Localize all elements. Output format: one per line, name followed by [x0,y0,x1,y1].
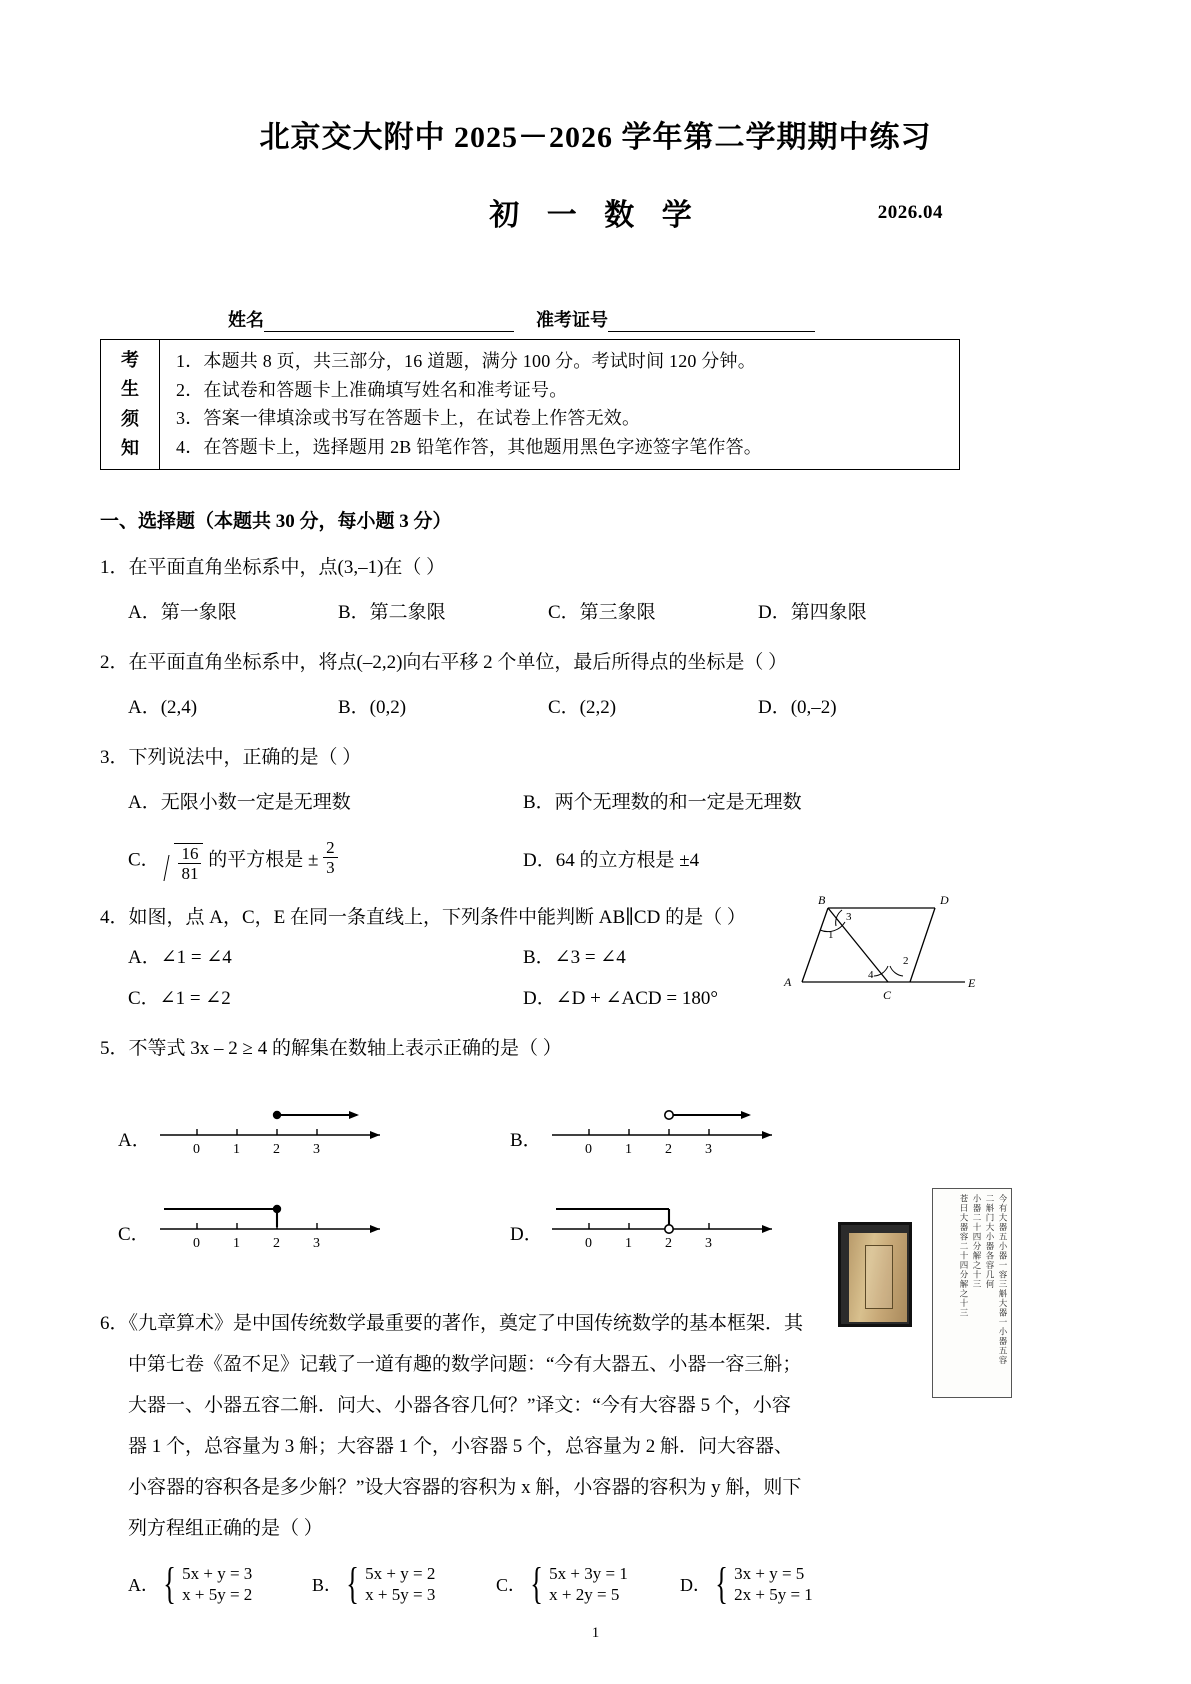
tick-0: 0 [585,1142,592,1158]
subject-row [0,190,1191,234]
figure-label-B: B [818,893,826,907]
notice-side-label [101,340,160,469]
tick-3: 3 [705,1236,712,1252]
tick-1: 1 [625,1142,632,1158]
question-5-option-a[interactable] [118,1091,402,1163]
question-3-text: 下列说法中，正确的是（ ） [128,746,362,768]
tick-2: 2 [665,1142,672,1158]
numberline-c [152,1185,402,1257]
question-6-option-a[interactable] [128,1559,312,1609]
question-4-options-row2 [100,984,1191,1013]
question-6-option-d-label: D． [680,1575,711,1596]
figure-angle-4: 4 [868,969,874,981]
fraction-denominator: 81 [181,864,199,884]
colophon-col-2: 二斛门大小器各容几何 [985,1194,995,1289]
section-heading-choice: 一、选择题（本题共 30 分，每小题 3 分） [100,511,452,532]
question-3-options-row2 [100,838,1191,884]
question-6-text-3: 大器一、小器五容二斛．问大、小器各容几何？”译文：“今有大容器 5 个，小容 [128,1395,791,1417]
question-4 [100,903,1191,1013]
ticket-input-blank[interactable] [608,314,815,332]
question-1-text: 在平面直角坐标系中，点(3,–1)在（ ） [128,557,446,578]
question-6-option-a-label: A． [128,1575,159,1596]
figure-angle-2: 2 [903,955,909,967]
question-6-eq-c-line2: x + 2y = 5 [549,1585,620,1605]
question-4-text: 如图，点 A，C，E 在同一条直线上，下列条件中能判断 AB∥CD 的是（ ） [128,907,746,929]
candidate-notice-box [100,339,960,470]
question-5 [100,1034,1191,1063]
tick-3: 3 [313,1142,320,1158]
ticket-label: 准考证号 [536,310,608,330]
notice-lines [160,340,959,469]
question-6-text-5: 小容器的容积各是多少斛？”设大容器的容积为 x 斛，小容器的容积为 y 斛，则下 [128,1477,802,1499]
tick-0: 0 [585,1236,592,1252]
brace-icon: { [346,1559,359,1609]
notice-line-4: 4．在答题卡上，选择题用 2B 铅笔作答，其他题用黑色字迹签字笔作答。 [176,436,763,457]
question-4-stem [100,903,1191,932]
subject-title: 初 一 数 学 [489,199,702,232]
question-6-number: 6． [100,1313,129,1335]
question-6-eq-a-line1: 5x + y = 3 [182,1564,253,1584]
question-6-eq-c [549,1563,628,1605]
question-4-figure [770,886,985,1001]
figure-label-A: A [784,975,792,989]
question-2-option-c[interactable]: C．(2,2) [548,697,617,719]
question-4-option-a[interactable]: A．∠1 = ∠4 [128,946,232,968]
question-5-option-c[interactable] [118,1185,402,1257]
question-5-option-c-label: C． [118,1223,150,1245]
fraction-16-81 [178,844,201,883]
question-1-number: 1． [100,557,129,578]
question-4-number: 4． [100,907,129,929]
notice-line-3: 3．答案一律填涂或书写在答题卡上，在试卷上作答无效。 [176,408,641,428]
question-2-option-a[interactable]: A．(2,4) [128,697,198,719]
question-6-eq-a [182,1563,252,1605]
question-6-eq-d [734,1563,813,1605]
notice-line-1: 1．本题共 8 页，共三部分，16 道题，满分 100 分。考试时间 120 分钟。 [176,351,756,371]
tick-3: 3 [705,1142,712,1158]
question-6-option-d[interactable] [680,1559,864,1609]
figure-label-D: D [940,893,949,907]
name-input-blank[interactable] [264,314,514,332]
question-6-option-c[interactable] [496,1559,680,1609]
colophon-panel [932,1188,1012,1398]
numberline-a [152,1091,402,1163]
tick-2: 2 [273,1236,280,1252]
tick-3: 3 [313,1236,320,1252]
fraction-numerator: 16 [178,844,201,864]
question-4-options-row1 [100,943,1191,972]
page-number: 1 [591,1625,600,1641]
tick-1: 1 [625,1236,632,1252]
question-3-number: 3． [100,746,129,768]
book-cover [849,1233,907,1322]
notice-line-2: 2．在试卷和答题卡上准确填写姓名和准考证号。 [176,379,568,400]
colophon-col-1: 今有大器五小器一容三斛大器一小器五容 [998,1194,1008,1365]
fraction-2-3 [323,838,338,877]
question-1-option-d[interactable]: D．第四象限 [758,602,867,624]
question-3-option-c[interactable] [128,838,523,884]
sqrt-icon [164,843,203,883]
question-4-option-d[interactable]: D．∠D + ∠ACD = 180° [523,988,718,1010]
question-6-line-1 [100,1303,820,1344]
name-label: 姓名 [228,310,264,330]
tick-0: 0 [193,1236,200,1252]
question-3-option-a[interactable]: A．无限小数一定是无理数 [128,792,351,814]
page-title: 北京交大附中 2025－2026 学年第二学期期中练习 [259,121,932,154]
question-1-stem [100,553,1191,582]
question-2-number: 2． [100,651,129,673]
question-5-stem [100,1034,1191,1063]
question-6-option-b[interactable] [312,1559,496,1609]
question-5-option-b[interactable] [510,1091,794,1163]
identity-row [0,306,1191,332]
question-6-eq-a-line2: x + 5y = 2 [182,1585,253,1605]
numberline-b [544,1091,794,1163]
question-1 [100,553,1191,628]
brace-icon: { [163,1559,176,1609]
question-6-eq-b [365,1563,435,1605]
question-2-option-d[interactable]: D．(0,–2) [758,697,837,719]
question-6-option-c-label: C． [496,1575,527,1596]
question-6-eq-b-line1: 5x + y = 2 [365,1564,436,1584]
colophon-col-4: 苍曰大器容二十四分解之十三 [959,1194,969,1318]
question-4-option-b[interactable]: B．∠3 = ∠4 [523,946,626,968]
question-5-option-d-label: D． [510,1223,543,1245]
tick-0: 0 [193,1142,200,1158]
question-6-options [100,1559,1191,1609]
numberline-d [544,1185,794,1257]
question-6-eq-d-line1: 3x + y = 5 [734,1564,805,1584]
brace-icon: { [530,1559,543,1609]
question-5-option-d[interactable] [510,1185,794,1257]
figure-angle-3: 3 [846,911,852,923]
question-5-number: 5． [100,1037,129,1059]
question-6-eq-b-line2: x + 5y = 3 [365,1585,436,1605]
question-6-text-6: 列方程组正确的是（ ） [128,1518,323,1540]
question-6 [100,1303,820,1549]
fraction2-numerator: 2 [323,838,338,858]
colophon-col-3: 小器二十四分解之十三 [972,1194,982,1289]
ancient-book-photo [838,1222,912,1327]
tick-1: 1 [233,1236,240,1252]
exam-date: 2026.04 [877,202,943,223]
tick-2: 2 [665,1236,672,1252]
question-6-option-b-label: B． [312,1575,343,1596]
question-3 [100,743,1191,884]
notice-char-1: 生 [121,379,139,400]
question-2-stem [100,648,1191,677]
question-3-option-d[interactable]: D．64 的立方根是 ±4 [523,849,700,871]
question-6-eq-d-line2: 2x + 5y = 1 [734,1585,813,1605]
question-3-stem [100,743,1191,772]
question-5-option-a-label: A． [118,1129,151,1151]
question-5-numberlines [100,1073,1191,1303]
question-1-option-a[interactable]: A．第一象限 [128,602,237,624]
question-4-option-c[interactable]: C．∠1 = ∠2 [128,988,231,1010]
tick-2: 2 [273,1142,280,1158]
figure-angle-1: 1 [828,929,834,941]
fraction2-denominator: 3 [326,857,335,877]
question-6-text-2: 中第七卷《盈不足》记载了一道有趣的数学问题：“今有大器五、小器一容三斛； [128,1354,802,1376]
notice-char-2: 须 [121,408,139,429]
question-5-option-b-label: B． [510,1129,542,1151]
question-3-option-c-mid: 的平方根是 ± [208,849,319,871]
parallelogram-diagram [770,886,985,1001]
notice-char-3: 知 [121,437,139,458]
figure-label-C: C [883,988,892,1001]
question-6-text-4: 器 1 个，总容量为 3 斛；大容器 1 个，小容器 5 个，总容量为 2 斛．问大容器、 [128,1436,794,1458]
question-1-options [100,598,1191,627]
question-2-option-b[interactable]: B．(0,2) [338,697,407,719]
brace-icon: { [715,1559,728,1609]
question-1-option-c[interactable]: C．第三象限 [548,602,656,624]
question-2-options [100,693,1191,722]
notice-char-0: 考 [121,350,139,371]
question-2-text: 在平面直角坐标系中，将点(–2,2)向右平移 2 个单位，最后所得点的坐标是（ ） [128,651,788,673]
question-3-options-row1 [100,788,1191,817]
question-5-text: 不等式 3x – 2 ≥ 4 的解集在数轴上表示正确的是（ ） [128,1037,562,1059]
figure-label-E: E [968,976,976,990]
question-3-option-c-prefix: C． [128,849,160,871]
question-6-eq-c-line1: 5x + 3y = 1 [549,1564,628,1584]
question-2 [100,648,1191,723]
question-1-option-b[interactable]: B．第二象限 [338,602,446,624]
tick-1: 1 [233,1142,240,1158]
question-3-option-b[interactable]: B．两个无理数的和一定是无理数 [523,792,802,814]
question-6-text-1: 《九章算术》是中国传统数学最重要的著作，奠定了中国传统数学的基本框架．其 [128,1313,804,1335]
